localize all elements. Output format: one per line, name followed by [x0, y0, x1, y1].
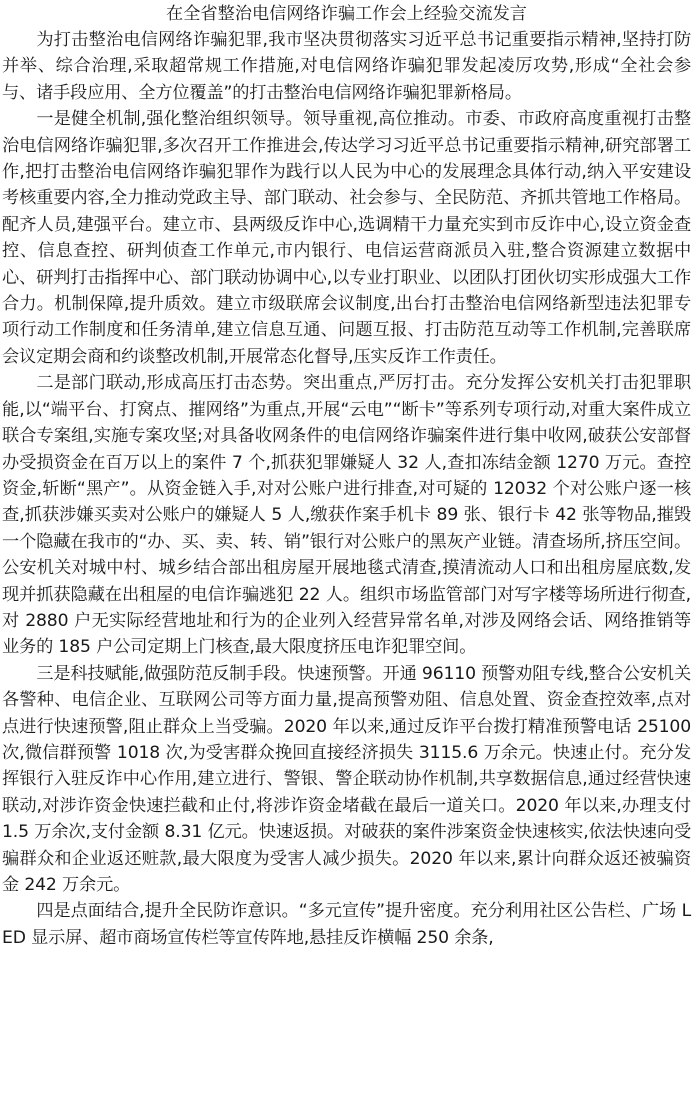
paragraph-mechanism: 一是健全机制,强化整治组织领导。领导重视,高位推动。市委、市政府高度重视打击整治电信网络诈骗犯罪,多次召开工作推进会,传达学习习近平总书记重要指示精神,研究部署工作,把打击整治电信网络诈骗犯罪作为践行以人民为中心的发展理念具体行动,纳入平安建设考核重要内容,全力推动党政主导、部门联动、社会参与、全民防范、齐抓共管地工作格局。配齐人员,建强平台。建立市、县两级反诈中心,选调精干力量充实到市反诈中心,设立资金查控、信息查控、研判侦查工作单元,市内银行、电信运营商派员入驻,整合资源建立数据中心、研判打击指挥中心、部门联动协调中心,以专业打职业、以团队打团伙切实形成强大工作合力。机制保障,提升质效。建立市级联席会议制度,出台打击整治电信网络新型违法犯罪专项行动工作制度和任务清单,建立信息互通、问题互报、打击防范互动等工作机制,完善联席会议定期会商和约谈整改机制,开展常态化督导,压实反诈工作责任。 [2, 109, 691, 367]
document-title: 在全省整治电信网络诈骗工作会上经验交流发言 [166, 4, 527, 24]
paragraph-intro: 为打击整治电信网络诈骗犯罪,我市坚决贯彻落实习近平总书记重要指示精神,坚持打防并举、综合治理,采取超常规工作措施,对电信网络诈骗犯罪发起凌厉攻势,形成“全社会参与、诸手段应用、全方位覆盖”的打击整治电信网络诈骗犯罪新格局。 [2, 30, 691, 103]
paragraph-awareness: 四是点面结合,提升全民防诈意识。“多元宣传”提升密度。充分利用社区公告栏、广场 LED 显示屏、超市商场宣传栏等宣传阵地,悬挂反诈横幅 250 余条, [2, 901, 691, 948]
paragraph-department-linkage: 二是部门联动,形成高压打击态势。突出重点,严厉打击。充分发挥公安机关打击犯罪职能,以“端平台、打窝点、摧网络”为重点,开展“云电”“断卡”等系列专项行动,对重大案件成立联合专案组,实施专案攻坚;对具备收网条件的电信网络诈骗案件进行集中收网,破获公安部督办受损资金在百万以上的案件 7 个,抓获犯罪嫌疑人 32 人,查扣冻结金额 1270 万元。查控资金,斩断“黑产”。从资金链入手,对对公账户进行排查,对可疑的 12032 个对公账户逐一核查,抓获涉嫌买卖对公账户的嫌疑人 5 人,缴获作案手机卡 89 张、银行卡 42 张等物品,摧毁一个隐藏在我市的“办、买、卖、转、销”银行对公账户的黑灰产业链。清查场所,挤压空间。公安机关对城中村、城乡结合部出租房屋开展地毯式清查,摸清流动人口和出租房屋底数,发现并抓获隐藏在出租屋的电信诈骗逃犯 22 人。组织市场监管部门对写字楼等场所进行彻查,对 2880 户无实际经营地址和行为的企业列入经营异常名单,对涉及网络会话、网络推销等业务的 185 户公司定期上门核查,最大限度挤压电诈犯罪空间。 [2, 373, 691, 658]
paragraph-technology: 三是科技赋能,做强防范反制手段。快速预警。开通 96110 预警劝阻专线,整合公安机关各警种、电信企业、互联网公司等方面力量,提高预警劝阻、信息处置、资金查控效率,点对点进行快速预警,阻止群众上当受骗。2020 年以来,通过反诈平台拨打精准预警电话 25100 次,微信群预警 1018 次,为受害群众挽回直接经济损失 3115.6 万余元。快速止付。充分发挥银行入驻反诈中心作用,建立进行、警银、警企联动协作机制,共享数据信息,通过经营快速联动,对涉诈资金快速拦截和止付,将涉诈资金堵截在最后一道关口。2020 年以来,办理支付 1.5 万余次,支付金额 8.31 亿元。快速返损。对破获的案件涉案资金快速核实,依法快速向受骗群众和企业返还赃款,最大限度为受害人减少损失。2020 年以来,累计向群众返还被骗资金 242 万余元。 [2, 663, 691, 895]
